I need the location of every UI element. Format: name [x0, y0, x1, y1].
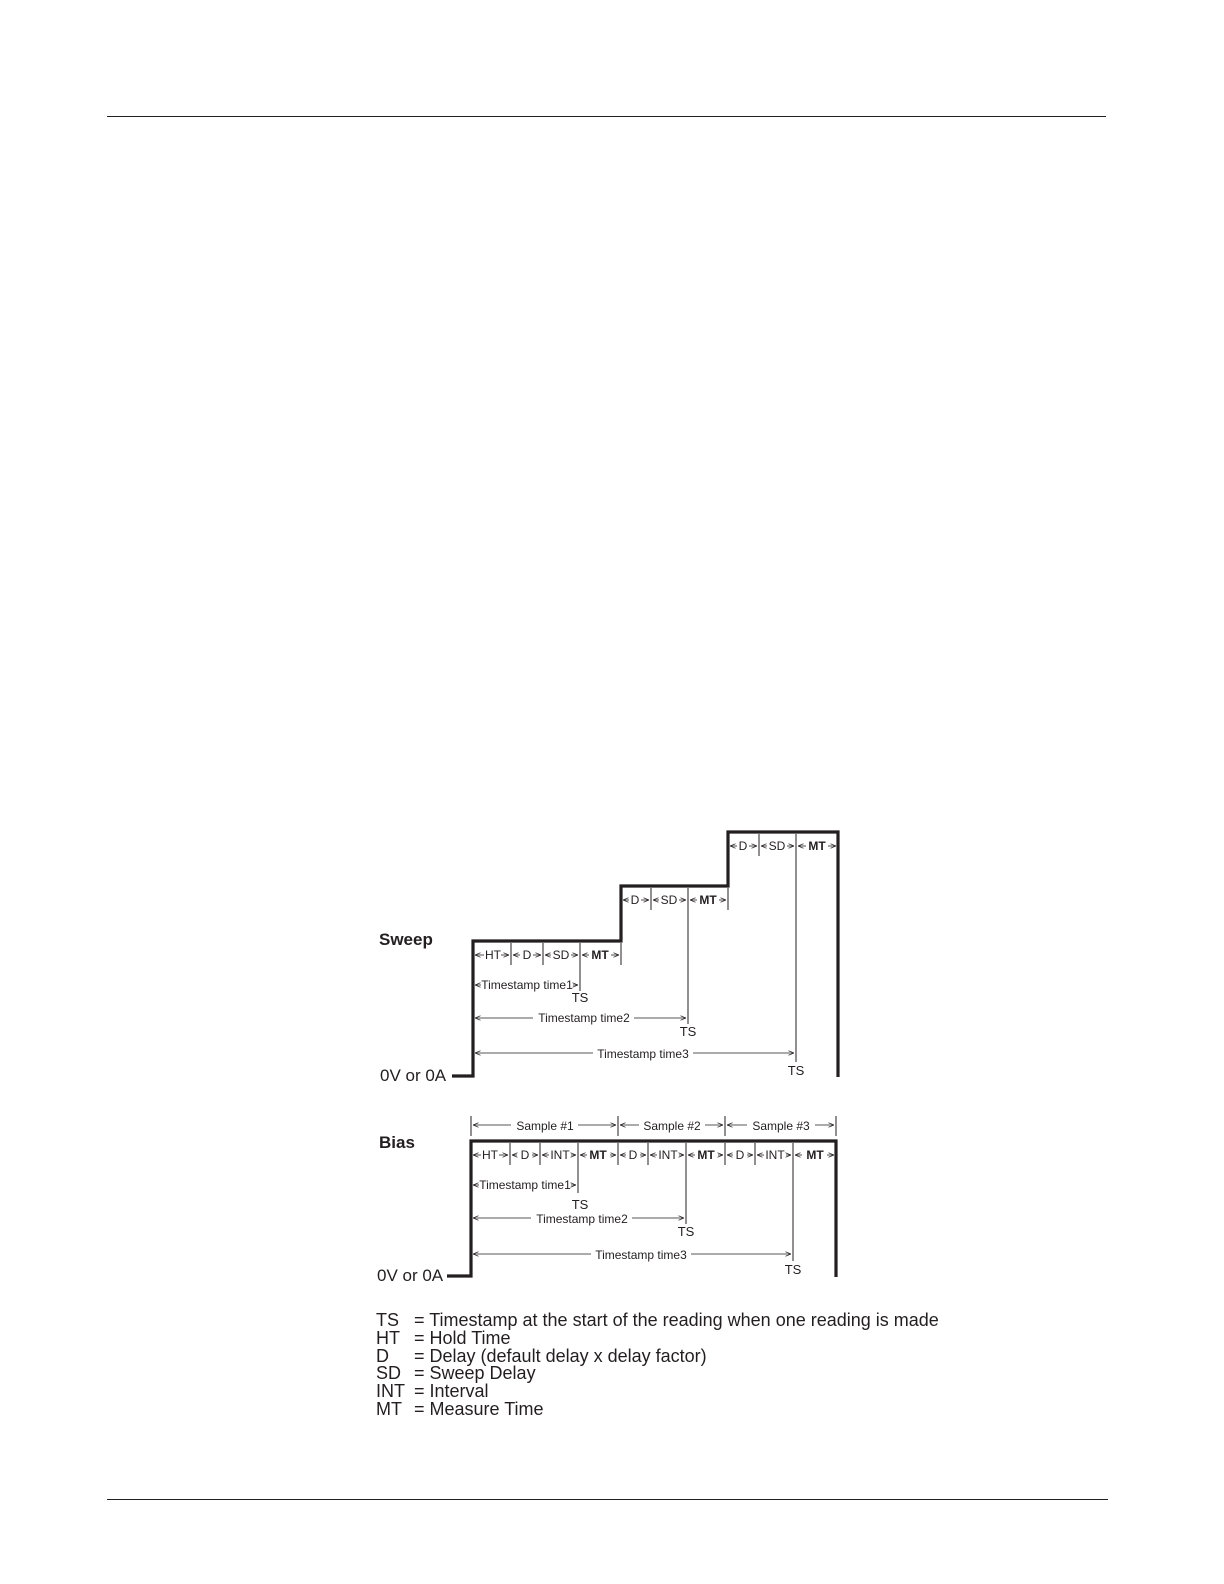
- bias-s1-mt: MT: [589, 1148, 607, 1162]
- sweep-step1-ht: HT: [485, 948, 501, 962]
- bias-s1-ht: HT: [482, 1148, 498, 1162]
- sweep-waveform: [452, 832, 838, 1077]
- sweep-timestamp-time2: Timestamp time2: [538, 1011, 630, 1025]
- sweep-ts3-label: TS: [787, 1063, 805, 1078]
- legend-item: [376, 1327, 939, 1348]
- sweep-step2-d: D: [630, 893, 640, 907]
- sweep-timestamp-arrows: [475, 985, 794, 1053]
- legend-abbr: TS: [376, 1310, 400, 1330]
- bias-timestamp-time2: Timestamp time2: [536, 1212, 628, 1226]
- bias-title: Bias: [379, 1133, 415, 1152]
- bias-s2-int: INT: [658, 1148, 678, 1162]
- bias-sample-1: Sample #1: [516, 1119, 574, 1133]
- sweep-step1-mt: MT: [591, 948, 609, 962]
- legend-desc: = Interval: [414, 1381, 489, 1402]
- legend-abbr: MT: [376, 1398, 402, 1419]
- legend-abbr: HT: [376, 1327, 400, 1348]
- sweep-step2-sd: SD: [660, 893, 678, 907]
- legend-desc: = Timestamp at the start of the reading when one reading is made: [414, 1310, 939, 1330]
- bias-sample-2: Sample #2: [643, 1119, 701, 1133]
- legend-abbr: D: [376, 1345, 389, 1366]
- sweep-step3-mt: MT: [808, 839, 826, 853]
- sweep-ts2-label: TS: [679, 1024, 697, 1039]
- sweep-step2-mt: MT: [699, 893, 717, 907]
- legend-desc: = Hold Time: [414, 1327, 511, 1348]
- sweep-title: Sweep: [379, 930, 433, 949]
- sweep-baseline-label: 0V or 0A: [380, 1066, 447, 1085]
- bias-ts3-label: TS: [784, 1262, 802, 1277]
- bias-timestamp-arrows: [473, 1185, 791, 1254]
- bias-s1-int: INT: [550, 1148, 570, 1162]
- bias-s3-int: INT: [765, 1148, 785, 1162]
- sweep-step3-d: D: [738, 839, 748, 853]
- bias-timestamp-time1: Timestamp time1: [479, 1178, 571, 1192]
- legend-desc: = Measure Time: [414, 1398, 544, 1419]
- legend-abbr: INT: [376, 1381, 405, 1402]
- legend: [376, 1312, 939, 1419]
- sweep-timestamp-time3: Timestamp time3: [597, 1047, 689, 1061]
- sweep-timestamp-time1: Timestamp time1: [481, 978, 573, 992]
- legend-desc: = Sweep Delay: [414, 1363, 536, 1384]
- legend-desc: = Delay (default delay x delay factor): [414, 1345, 707, 1366]
- bias-s1-d: D: [520, 1148, 530, 1162]
- bias-timestamp-time3: Timestamp time3: [595, 1248, 687, 1262]
- bias-s3-d: D: [735, 1148, 745, 1162]
- legend-abbr: SD: [376, 1363, 402, 1384]
- legend-item: [376, 1398, 939, 1419]
- bias-ts2-label: TS: [677, 1224, 695, 1239]
- sweep-step3-sd: SD: [768, 839, 786, 853]
- bias-s2-mt: MT: [697, 1148, 715, 1162]
- bias-s3-mt: MT: [806, 1148, 824, 1162]
- sweep-ts1-label: TS: [571, 990, 589, 1005]
- sweep-step1-d: D: [522, 948, 532, 962]
- bias-ts1-label: TS: [571, 1197, 589, 1212]
- bias-s2-d: D: [628, 1148, 638, 1162]
- sweep-step1-sd: SD: [552, 948, 570, 962]
- bias-baseline-label: 0V or 0A: [377, 1266, 444, 1285]
- bias-sample-3: Sample #3: [752, 1119, 810, 1133]
